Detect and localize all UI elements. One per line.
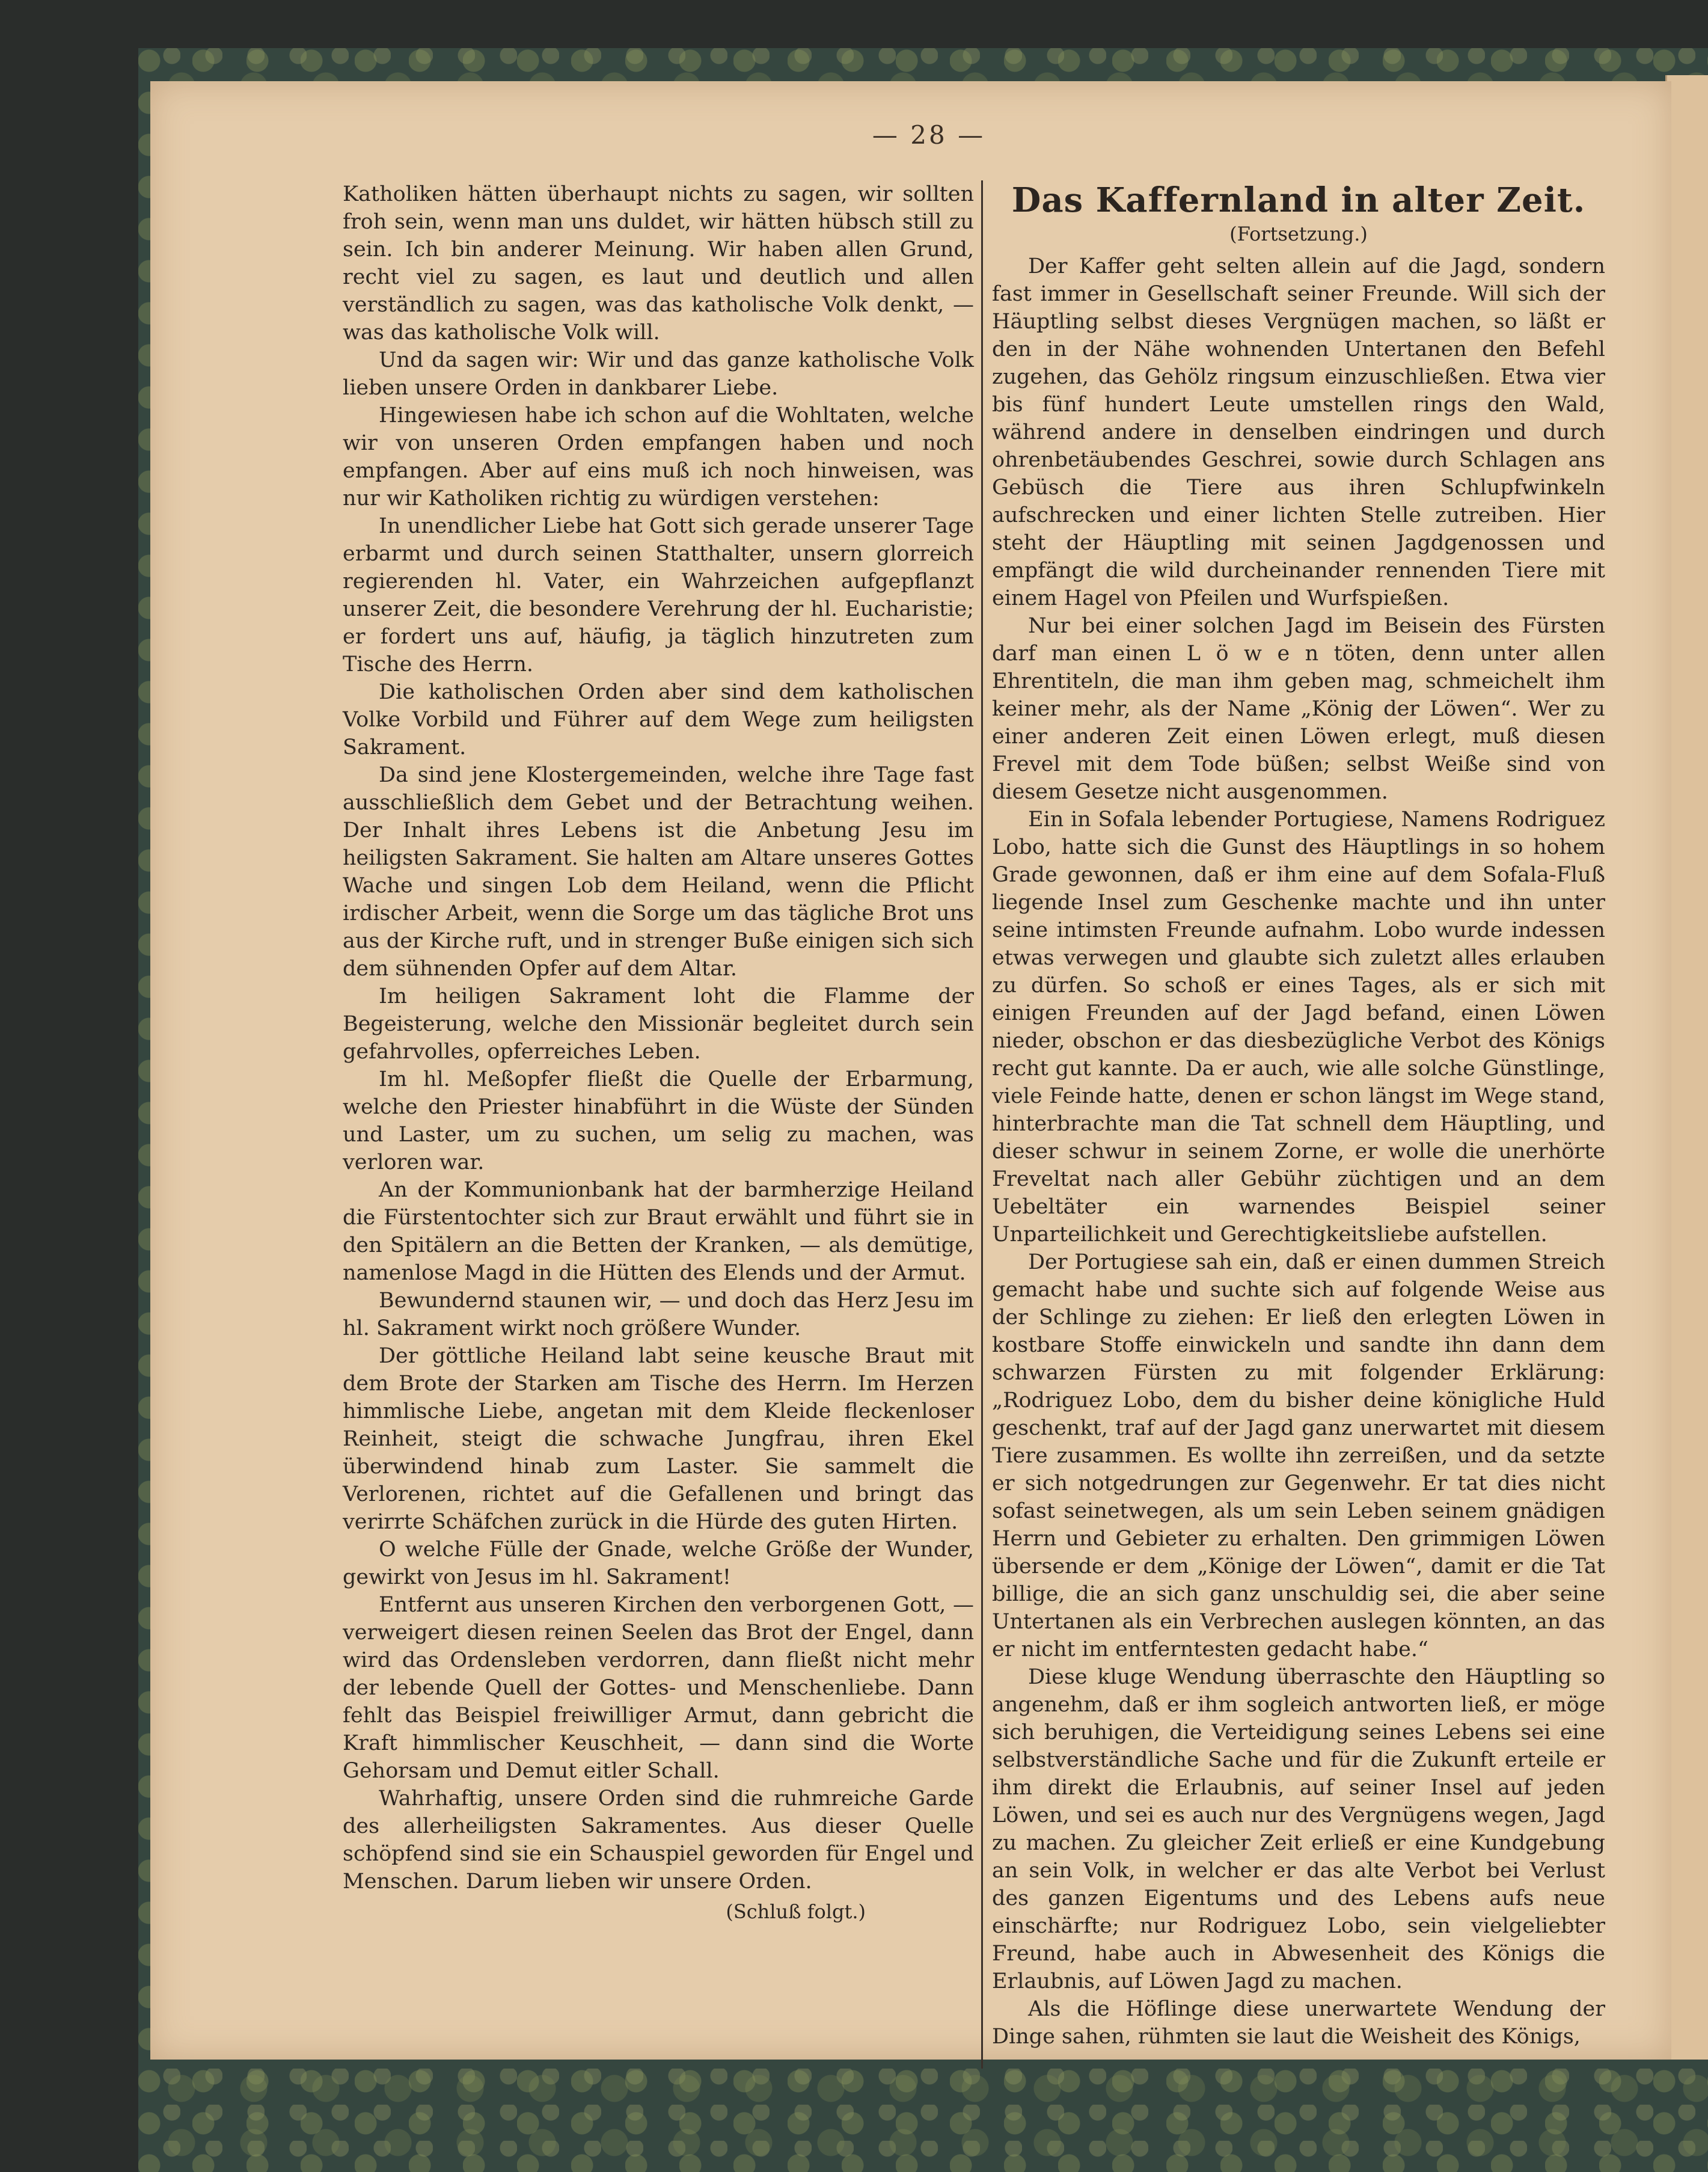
left-paragraph: An der Kommunionbank hat der barmherzige Heiland die Fürstentochter sich zur Braut erwählt und führt sie in den Spitälern an die Betten der Kranken, — als demütige, namenlose Magd in die Hütten des Elends und der Armut. [343, 1178, 974, 1285]
right-paragraph: Diese kluge Wendung überraschte den Häuptling so angenehm, daß er ihm sogleich antworten ließ, er möge sich beruhigen, die Verteidigung seines Lebens sei eine selbstverständliche Sache und für die Zukunft erteile er ihm direkt die Erlaubnis, auf seiner Insel auf jeden Löwen, und sei es auch nur des Vergnügens wegen, Jagd zu machen. Zu gleicher Zeit erließ er eine Kundgebung an sein Volk, in welcher er das alte Verbot bei Verlust des ganzen Eigentums und des Lebens aufs neue einschärfte; nur Rodriguez Lobo, sein vielgeliebter Freund, habe auch in Abwesenheit des Königs die Erlaubnis, auf Löwen Jagd zu machen. [992, 1665, 1605, 1993]
left-paragraph: Im hl. Meßopfer fließt die Quelle der Erbarmung, welche den Priester hinabführt in die Wüste der Sünden und Laster, um zu suchen, um selig zu machen, was verloren war. [343, 1067, 974, 1174]
left-column [343, 180, 974, 1925]
left-paragraph: Wahrhaftig, unsere Orden sind die ruhmreiche Garde des allerheiligsten Sakramentes. Aus dieser Quelle schöpfend sind sie ein Schauspiel geworden für Engel und Menschen. Darum lieben wir unsere Orden. [343, 1787, 974, 1894]
adjacent-page-edge [1665, 75, 1708, 2060]
continued-note: (Schluß folgt.) [726, 1900, 866, 1923]
left-paragraph: Hingewiesen habe ich schon auf die Wohltaten, welche wir von unseren Orden empfangen haben und noch empfangen. Aber auf eins muß ich noch hinweisen, was nur wir Katholiken richtig zu würdigen verstehen: [343, 403, 974, 511]
right-paragraph: Nur bei einer solchen Jagd im Beisein des Fürsten darf man einen L ö w e n töten, denn unter allen Ehrentiteln, die man ihm geben mag, schmeichelt ihm keiner mehr, als der Name „König der Löwen“. Wer zu einer anderen Zeit einen Löwen erlegt, muß diesen Frevel mit dem Tode büßen; selbst Weiße sind von diesem Gesetze nicht ausgenommen. [992, 614, 1605, 804]
left-paragraph: Und da sagen wir: Wir und das ganze katholische Volk lieben unsere Orden in dankbarer Liebe. [343, 348, 974, 400]
left-paragraph: Da sind jene Klostergemeinden, welche ihre Tage fast ausschließlich dem Gebet und der Betrachtung weihen. Der Inhalt ihres Lebens ist die Anbetung Jesu im heiligsten Sakrament. Sie halten am Altare unseres Gottes Wache und singen Lob dem Heiland, wenn die Pflicht irdischer Arbeit, wenn die Sorge um das tägliche Brot uns aus der Kirche ruft, und in strenger Buße einigen sich sich dem sühnenden Opfer auf dem Altar. [343, 763, 974, 981]
left-paragraph: Entfernt aus unseren Kirchen den verborgenen Gott, — verweigert diesen reinen Seelen das Brot der Engel, dann wird das Ordensleben verdorren, dann fließt nicht mehr der lebende Quell der Gottes- und Menschenliebe. Dann fehlt das Beispiel freiwilliger Armut, dann gebricht die Kraft himmlischer Keuschheit, — dann sind die Worte Gehorsam und Demut eitler Schall. [343, 1593, 974, 1783]
left-paragraph: Katholiken hätten überhaupt nichts zu sagen, wir sollten froh sein, wenn man uns duldet, wir hätten hübsch still zu sein. Ich bin anderer Meinung. Wir haben allen Grund, recht viel zu sagen, es laut und deutlich und allen verständlich zu sagen, was das katholische Volk denkt, — was das katholische Volk will. [343, 182, 974, 345]
article-title: Das Kaffernland in alter Zeit. [1011, 180, 1586, 220]
left-paragraph: In unendlicher Liebe hat Gott sich gerade unserer Tage erbarmt und durch seinen Statthalter, unsern glorreich regierenden hl. Vater, ein Wahrzeichen aufgepflanzt unserer Zeit, die besondere Verehrung der hl. Eucharistie; er fordert uns auf, häufig, ja täglich hinzutreten zum Tische des Herrn. [343, 514, 974, 676]
left-paragraph: Die katholischen Orden aber sind dem katholischen Volke Vorbild und Führer auf dem Wege zum heiligsten Sakrament. [343, 680, 974, 759]
right-paragraph: Als die Höflinge diese unerwartete Wendung der Dinge sahen, rühmten sie laut die Weisheit des Königs, [992, 1997, 1605, 2049]
right-paragraph: Ein in Sofala lebender Portugiese, Namens Rodriguez Lobo, hatte sich die Gunst des Häuptlings in so hohem Grade gewonnen, daß er ihm eine auf dem Sofala-Fluß liegende Insel zum Geschenke machte und ihn unter seine intimsten Freunde aufnahm. Lobo wurde indessen etwas verwegen und glaubte sich zuletzt alles erlauben zu dürfen. So schoß er eines Tages, als er sich mit einigen Freunden auf der Jagd befand, einen Löwen nieder, obschon er das diesbezügliche Verbot des Königs recht gut kannte. Da er auch, wie alle solche Günstlinge, viele Feinde hatte, denen er schon längst im Wege stand, hinterbrachte man die Tat schnell dem Häuptling, und dieser schwur in seinem Zorne, er wolle die unerhörte Freveltat nach aller Gebühr züchtigen und an dem Uebeltäter ein warnendes Beispiel seiner Unparteilichkeit und Gerechtigkeitsliebe aufstellen. [992, 808, 1605, 1247]
right-column [992, 180, 1605, 2051]
page-number: — 28 — [872, 120, 986, 150]
left-paragraph: Bewundernd staunen wir, — und doch das Herz Jesu im hl. Sakrament wirkt noch größere Wunder. [343, 1289, 974, 1340]
article-subtitle: (Fortsetzung.) [1229, 222, 1368, 245]
left-paragraph: Der göttliche Heiland labt seine keusche Braut mit dem Brote der Starken am Tische des Herrn. Im Herzen himmlische Liebe, angetan mit dem Kleide fleckenloser Reinheit, steigt die schwache Jungfrau, ihren Ekel überwindend hinab zum Laster. Sie sammelt die Verlorenen, richtet auf die Gefallenen und bringt das verirrte Schäfchen zurück in die Hürde des guten Hirten. [343, 1344, 974, 1534]
left-paragraph: Im heiligen Sakrament loht die Flamme der Begeisterung, welche den Missionär begleitet durch sein gefahrvolles, opferreiches Leben. [343, 984, 974, 1064]
left-paragraph: O welche Fülle der Gnade, welche Größe der Wunder, gewirkt von Jesus im hl. Sakrament! [343, 1538, 974, 1589]
column-divider [981, 180, 983, 2069]
right-paragraph: Der Kaffer geht selten allein auf die Jagd, sondern fast immer in Gesellschaft seiner Freunde. Will sich der Häuptling selbst dieses Vergnügen machen, so läßt er den in der Nähe wohnenden Untertanen den Befehl zugehen, das Gehölz ringsum einzuschließen. Etwa vier bis fünf hundert Leute umstellen rings den Wald, während andere in denselben eindringen und durch ohrenbetäubendes Geschrei, sowie durch Schlagen ans Gebüsch die Tiere aus ihren Schlupfwinkeln aufschrecken und einer lichten Stelle zutreiben. Hier steht der Häuptling mit seinen Jagdgenossen und empfängt die wild durcheinander rennenden Tiere mit einem Hagel von Pfeilen und Wurfspießen. [992, 254, 1605, 610]
right-paragraph: Der Portugiese sah ein, daß er einen dummen Streich gemacht habe und suchte sich auf folgende Weise aus der Schlinge zu ziehen: Er ließ den erlegten Löwen in kostbare Stoffe einwickeln und sandte ihn dann dem schwarzen Fürsten zu mit folgender Erklärung: „Rodriguez Lobo, dem du bisher deine königliche Huld geschenkt, traf auf der Jagd ganz unerwartet mit diesem Tiere zusammen. Es wollte ihn zerreißen, und da setzte er sich notgedrungen zur Gegenwehr. Er tat dies nicht sofast seinetwegen, als um sein Leben seinem gnädigen Herrn und Gebieter zu erhalten. Den grimmigen Löwen übersende er dem „Könige der Löwen“, damit er die Tat billige, die an sich ganz unschuldig sei, die aber seine Untertanen als ein Verbrechen auslegen könnten, an das er nicht im entferntesten gedacht habe.“ [992, 1250, 1605, 1661]
